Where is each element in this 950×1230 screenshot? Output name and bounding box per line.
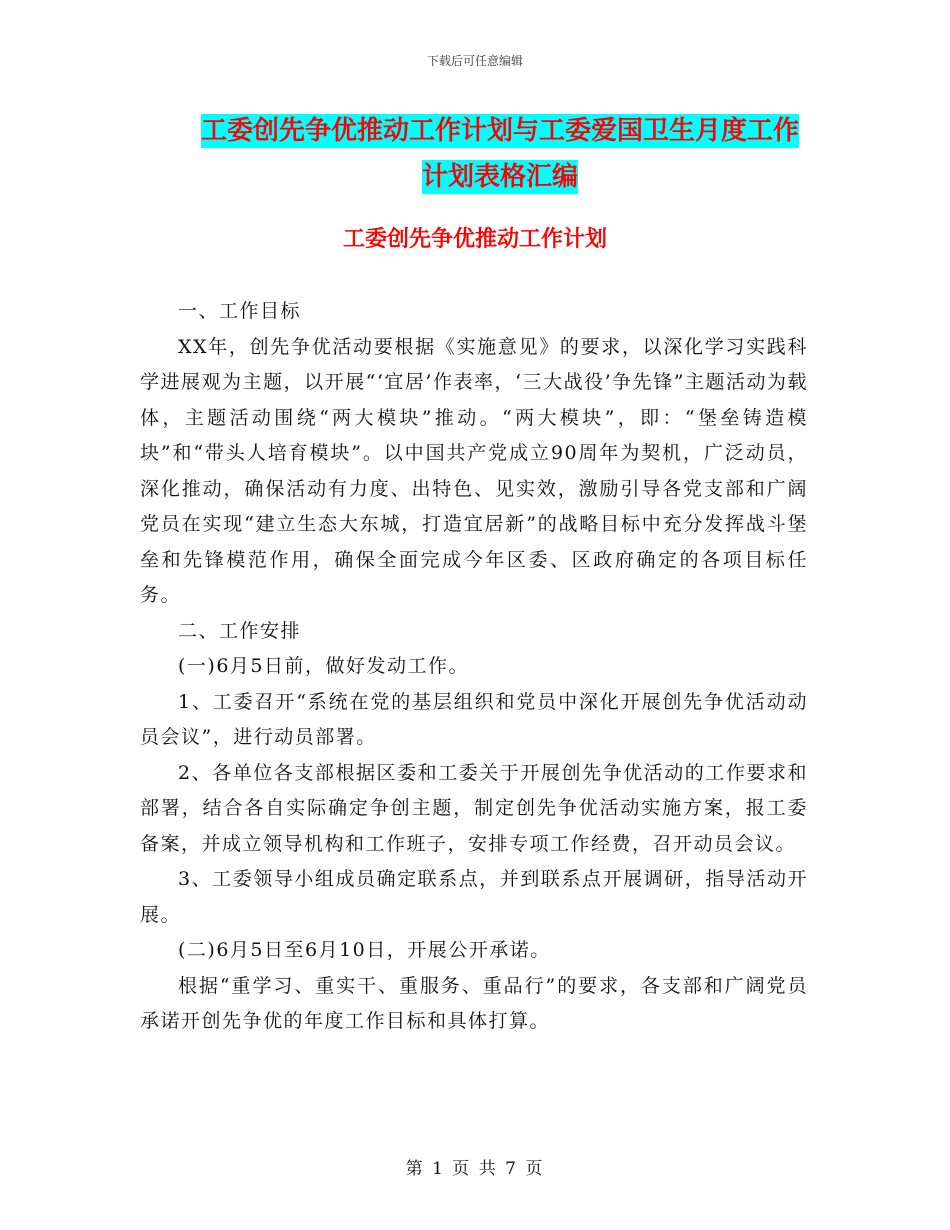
section-title: 工委创先争优推动工作计划 [342,227,607,252]
header-note: 下载后可任意编辑 [426,54,523,68]
paragraph-stage-2: (二)6月5日至6月10日，开展公开承诺。 [178,939,551,961]
heading-work-goals: 一、工作目标 [178,300,302,322]
document-title-line-2: 计划表格汇编 [421,162,578,192]
paragraph-item-1: 1、工委召开“系统在党的基层组织和党员中深化开展创先争优活动动员会议”，进行动员部署。 [140,690,808,748]
paragraph-item-2: 2、各单位各支部根据区委和工委关于开展创先争优活动的工作要求和部署，结合各自实际确定争创主题，制定创先争优活动实施方案，报工委备案，并成立领导机构和工作班子，安排专项工作经费，召开动员会议。 [140,761,808,855]
paragraph-stage-1: (一)6月5日前，做好发动工作。 [178,655,470,677]
paragraph-item-3: 3、工委领导小组成员确定联系点，并到联系点开展调研，指导活动开展。 [140,868,808,926]
paragraph-commitment: 根据“重学习、重实干、重服务、重品行”的要求，各支部和广阔党员承诺开创先争优的年度工作目标和具体打算。 [140,974,808,1032]
document-title [100,108,900,200]
document-body [140,294,808,1040]
paragraph-goals: XX年，创先争优活动要根据《实施意见》的要求，以深化学习实践科学进展观为主题，以开展“‘宜居’作表率，‘三大战役’争先锋”主题活动为载体，主题活动围绕“两大模块”推动。“两大模块”，即：“堡垒铸造模块”和“带头人培育模块”。以中国共产党成立90周年为契机，广泛动员，深化推动，确保活动有力度、出特色、见实效，激励引导各党支部和广阔党员在实现“建立生态大东城，打造宜居新”的战略目标中充分发挥战斗堡垒和先锋模范作用，确保全面完成今年区委、区政府确定的各项目标任务。 [140,335,808,606]
document-title-line-1: 工委创先争优推动工作计划与工委爱国卫生月度工作 [200,116,799,146]
page-number: 第 1 页 共 7 页 [405,1159,545,1179]
heading-work-arrangement: 二、工作安排 [178,619,302,642]
